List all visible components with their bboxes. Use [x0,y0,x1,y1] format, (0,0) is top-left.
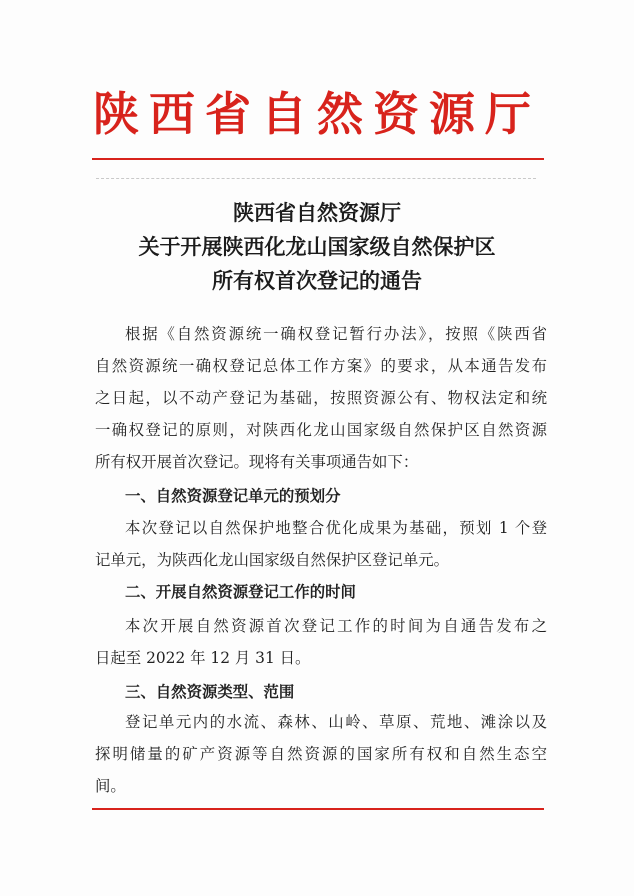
section-line: 间。 [95,777,126,795]
title-line-2: 关于开展陕西化龙山国家级自然保护区 [138,234,496,259]
intro-line: 自然资源统一确权登记总体工作方案》的要求，从本通告发布 [95,357,547,375]
letterhead-red-rule [92,158,544,160]
intro-line: 之日起，以不动产登记为基础，按照资源公有、物权法定和统 [95,389,547,407]
section-line: 记单元，为陕西化龙山国家级自然保护区登记单元。 [95,551,449,569]
faint-dashed-line [96,178,536,179]
section-line: 登记单元内的水流、森林、山岭、草原、荒地、滩涂以及 [125,713,547,731]
section-line: 探明储量的矿产资源等自然资源的国家所有权和自然生态空 [95,745,547,763]
intro-line: 所有权开展首次登记。现将有关事项通告如下： [95,453,419,471]
section-line: 日起至 2022 年 12 月 31 日。 [95,649,311,667]
section-line: 本次开展自然资源首次登记工作的时间为自通告发布之 [125,617,547,635]
section-line: 本次登记以自然保护地整合优化成果为基础，预划 1 个登 [125,519,547,537]
intro-line: 根据《自然资源统一确权登记暂行办法》，按照《陕西省 [125,325,547,343]
section-heading: 二、开展自然资源登记工作的时间 [125,583,356,601]
section-heading: 一、自然资源登记单元的预划分 [125,487,341,505]
intro-line: 一确权登记的原则，对陕西化龙山国家级自然保护区自然资源 [95,421,547,439]
title-line-3: 所有权首次登记的通告 [212,268,422,293]
section-heading: 三、自然资源类型、范围 [125,683,295,701]
footer-red-rule [92,808,544,810]
title-line-1: 陕西省自然资源厅 [233,200,401,225]
letterhead-org-name: 陕西省自然资源厅 [93,87,541,141]
